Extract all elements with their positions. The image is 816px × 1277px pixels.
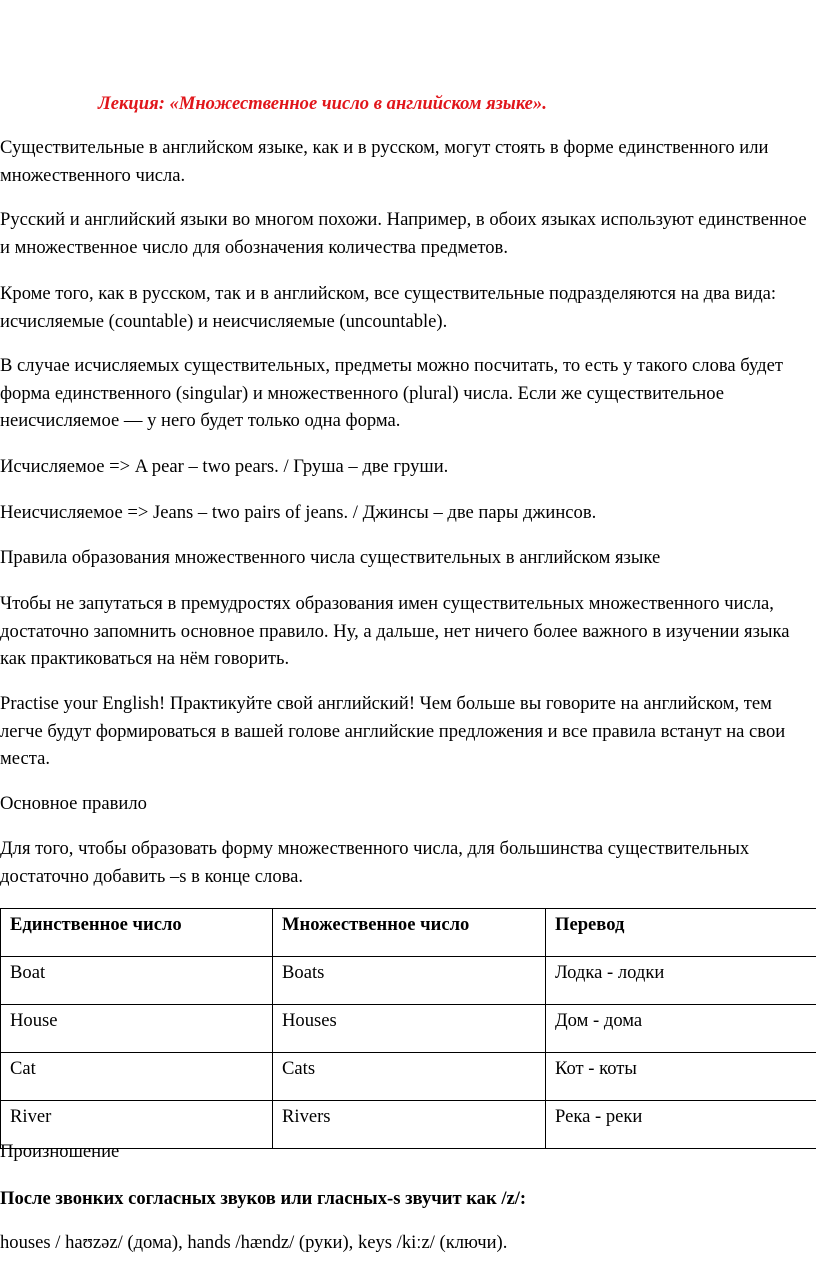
table-cell: Лодка - лодки <box>546 957 816 1005</box>
table-cell: Cat <box>1 1053 273 1101</box>
table-cell: Cats <box>273 1053 546 1101</box>
paragraph-voiced-rule: После звонких согласных звуков или гласных-s звучит как /z/: <box>0 1188 527 1209</box>
table-cell: Река - реки <box>546 1101 816 1149</box>
paragraph-uncountable-example: Неисчисляемое => Jeans – two pairs of jeans. / Джинсы – две пары джинсов. <box>0 502 597 523</box>
paragraph-pronunciation-heading: Произношение <box>0 1141 120 1162</box>
paragraph-countable-forms: В случае исчисляемых существительных, предметы можно посчитать, то есть у такого слова будет форма единственного (singular) и множественного (plural) числа. Если же существительное неисчисляемое — у него будет только одна форма. <box>0 355 784 431</box>
lecture-title: Лекция: «Множественное число в английском языке». <box>98 93 547 114</box>
paragraph-nouns-intro: Существительные в английском языке, как и в русском, могут стоять в форме единственного или множественного числа. <box>0 137 769 186</box>
plural-table <box>0 908 816 1149</box>
table-cell: Кот - коты <box>546 1053 816 1101</box>
table-row <box>1 1005 816 1053</box>
table-cell: River <box>1 1101 273 1149</box>
paragraph-practise: Practise your English! Практикуйте свой английский! Чем больше вы говорите на английском, тем легче будут формироваться в вашей голове английские предложения и все правила встанут на свои места. <box>0 693 786 769</box>
paragraph-countable-example: Исчисляемое => A pear – two pears. / Груша – две груши. <box>0 456 449 477</box>
table-cell: Rivers <box>273 1101 546 1149</box>
table-cell: Boats <box>273 957 546 1005</box>
paragraph-main-rule-intro: Чтобы не запутаться в премудростях образования имен существительных множественного числа, достаточно запомнить основное правило. Ну, а дальше, нет ничего более важного в изучении языка как практиковаться на нём говорить. <box>0 593 790 669</box>
table-row <box>1 957 816 1005</box>
table-cell: Boat <box>1 957 273 1005</box>
table-cell: Дом - дома <box>546 1005 816 1053</box>
table-header-cell: Множественное число <box>273 909 546 957</box>
paragraph-rules-heading: Правила образования множественного числа существительных в английском языке <box>0 547 661 568</box>
table-cell: Houses <box>273 1005 546 1053</box>
paragraph-pronunciation-examples: houses / haʊzəz/ (дома), hands /hændz/ (руки), keys /kiːz/ (ключи). <box>0 1232 508 1253</box>
paragraph-languages-similar: Русский и английский языки во многом похожи. Например, в обоих языках используют единственное и множественное число для обозначения количества предметов. <box>0 209 807 258</box>
table-header-cell: Перевод <box>546 909 816 957</box>
paragraph-main-rule-heading: Основное правило <box>0 793 147 814</box>
table-header-cell: Единственное число <box>1 909 273 957</box>
paragraph-countable-uncountable: Кроме того, как в русском, так и в английском, все существительные подразделяются на два вида: исчисляемые (countable) и неисчисляемые (uncountable). <box>0 283 777 332</box>
paragraph-add-s: Для того, чтобы образовать форму множественного числа, для большинства существительных достаточно добавить –s в конце слова. <box>0 838 750 887</box>
table-cell: House <box>1 1005 273 1053</box>
table-header-row <box>1 909 816 957</box>
table-row <box>1 1053 816 1101</box>
